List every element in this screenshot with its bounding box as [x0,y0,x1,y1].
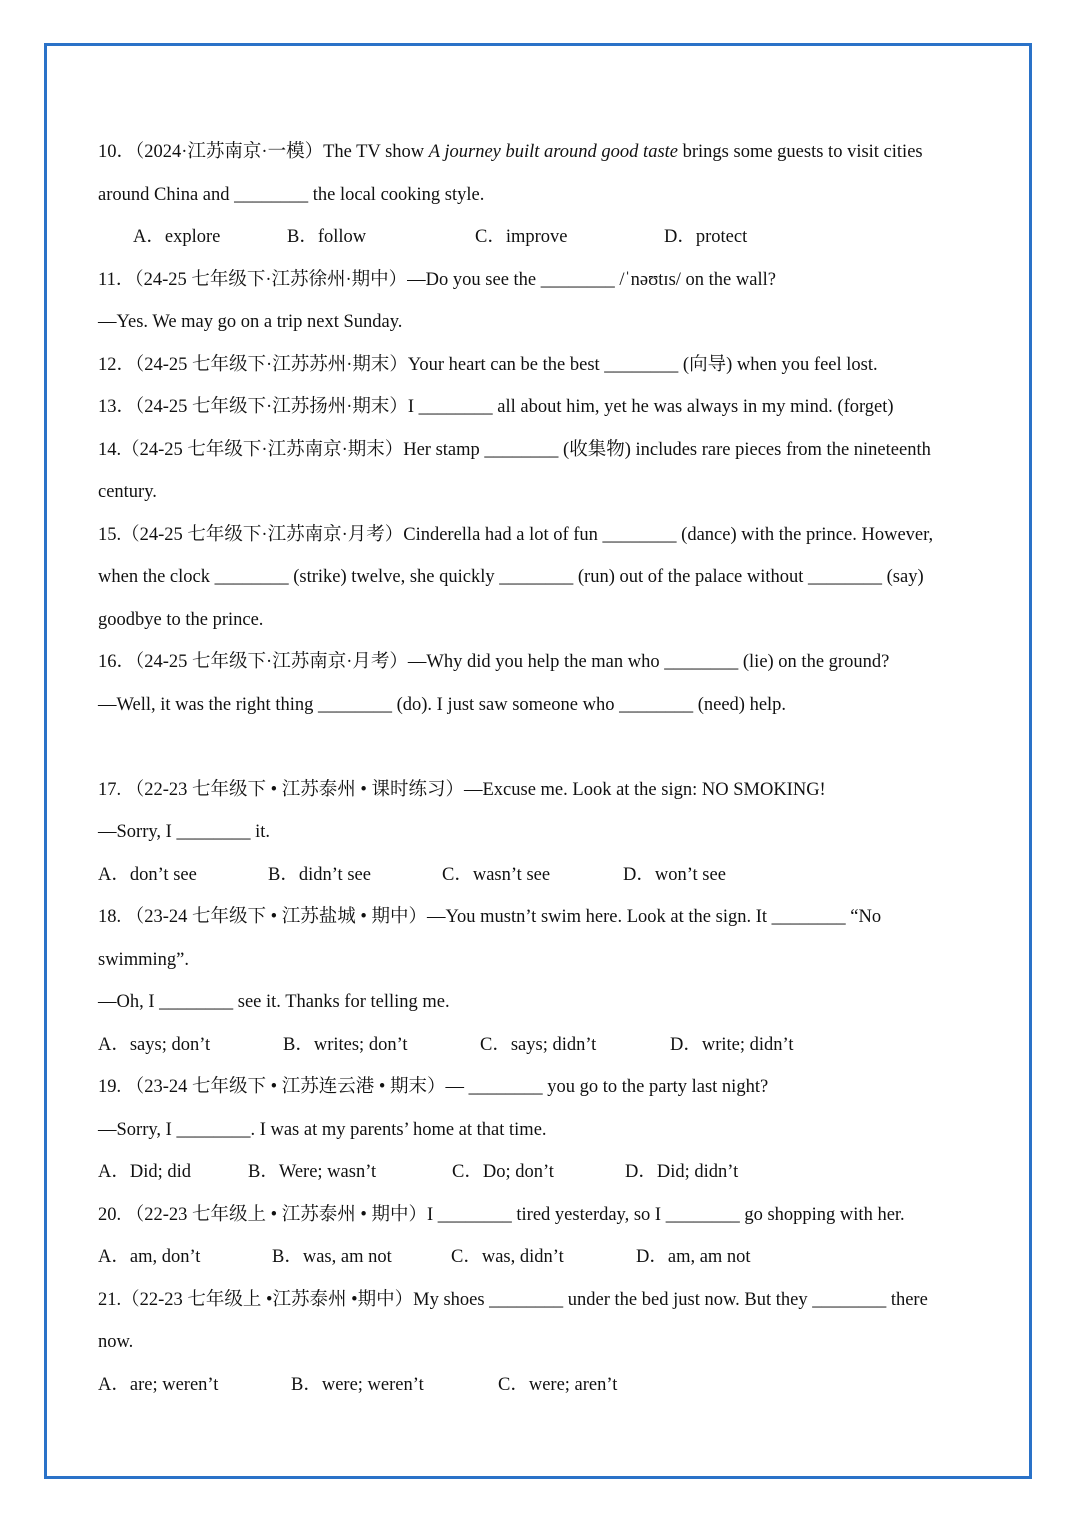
q12-line: 12．（24-25 七年级下·江苏苏州·期末）Your heart can be the best ________ (向导) when you feel lost. [98,354,878,375]
q20-line: 20. （22-23 七年级上 • 江苏泰州 • 期中）I ________ tired yesterday, so I ________ go shopping with her. [98,1204,905,1225]
q16-line-1: 16．（24-25 七年级下·江苏南京·月考）—Why did you help the man who ________ (lie) on the ground? [98,652,890,672]
option-b[interactable]: B．Were; wasn’t [248,1162,377,1182]
option-d[interactable]: D．protect [664,227,748,247]
option-c[interactable]: C．were; aren’t [498,1374,618,1395]
option-a[interactable]: A．says; don’t [98,1034,211,1055]
option-a[interactable]: A．am, don’t [98,1247,201,1267]
option-a[interactable]: A．explore [133,227,221,247]
q18-line-2: swimming”. [98,949,189,970]
q14-line-2: century. [98,482,157,502]
option-c[interactable]: C．was, didn’t [451,1247,564,1267]
q21-line-1: 21.（22-23 七年级上 •江苏泰州 •期中）My shoes ________ under the bed just now. But they ________ there [98,1289,928,1310]
q15-line-3: goodbye to the prince. [98,609,264,630]
q17-line-1: 17. （22-23 七年级下 • 江苏泰州 • 课时练习）—Excuse me. Look at the sign: NO SMOKING! [98,779,826,800]
option-b[interactable]: B．was, am not [272,1247,392,1267]
q10-options [98,216,994,259]
q10-line-1: 10．（2024·江苏南京·一模）The TV show A journey built around good taste brings some guests to visit cities [98,142,923,162]
option-b[interactable]: B．follow [287,227,367,247]
q17-options [98,854,994,897]
worksheet-content [98,131,994,1406]
q19-line-2: —Sorry, I ________. I was at my parents’ home at that time. [98,1119,547,1140]
q15-line-1: 15.（24-25 七年级下·江苏南京·月考）Cinderella had a lot of fun ________ (dance) with the prince. However, [98,524,934,545]
show-title: A journey built around good taste [428,142,678,162]
q18-line-1: 18. （23-24 七年级下 • 江苏盐城 • 期中）—You mustn’t swim here. Look at the sign. It ________ “No [98,907,882,927]
option-a[interactable]: A．Did; did [98,1162,192,1182]
q10-line-2: around China and ________ the local cooking style. [98,184,485,205]
option-d[interactable]: D．write; didn’t [670,1034,794,1055]
q11-line-1: 11．（24-25 七年级下·江苏徐州·期中）—Do you see the ________ /ˈnəʊtɪs/ on the wall? [98,269,776,290]
q19-options [98,1151,994,1194]
q11-line-2: —Yes. We may go on a trip next Sunday. [98,312,403,332]
option-c[interactable]: C．Do; don’t [452,1162,554,1182]
option-c[interactable]: C．wasn’t see [442,864,551,885]
option-d[interactable]: D．won’t see [623,864,726,885]
option-d[interactable]: D．am, am not [636,1247,751,1267]
q18-options [98,1024,994,1067]
q16-line-2: —Well, it was the right thing ________ (do). I just saw someone who ________ (need) help. [98,694,787,715]
q18-line-3: —Oh, I ________ see it. Thanks for telling me. [98,992,450,1012]
option-a[interactable]: A．are; weren’t [98,1374,219,1395]
q13-line: 13．（24-25 七年级下·江苏扬州·期末）I ________ all about him, yet he was always in my mind. (forget) [98,397,894,417]
q15-line-2: when the clock ________ (strike) twelve, she quickly ________ (run) out of the palace without ________ (say) [98,567,924,587]
option-c[interactable]: C．improve [475,227,568,247]
option-b[interactable]: B．writes; don’t [283,1034,408,1055]
q20-options [98,1236,994,1279]
option-b[interactable]: B．were; weren’t [291,1374,424,1395]
q17-line-2: —Sorry, I ________ it. [98,822,270,842]
q19-line-1: 19. （23-24 七年级下 • 江苏连云港 • 期末）— ________ you go to the party last night? [98,1077,769,1097]
q21-options [98,1364,994,1407]
option-b[interactable]: B．didn’t see [268,864,371,885]
option-d[interactable]: D．Did; didn’t [625,1162,739,1182]
q14-line-1: 14.（24-25 七年级下·江苏南京·期末）Her stamp ________ (收集物) includes rare pieces from the nineteenth [98,439,931,460]
blank-line [98,726,994,769]
option-a[interactable]: A．don’t see [98,864,197,885]
option-c[interactable]: C．says; didn’t [480,1034,597,1055]
q21-line-2: now. [98,1332,134,1352]
